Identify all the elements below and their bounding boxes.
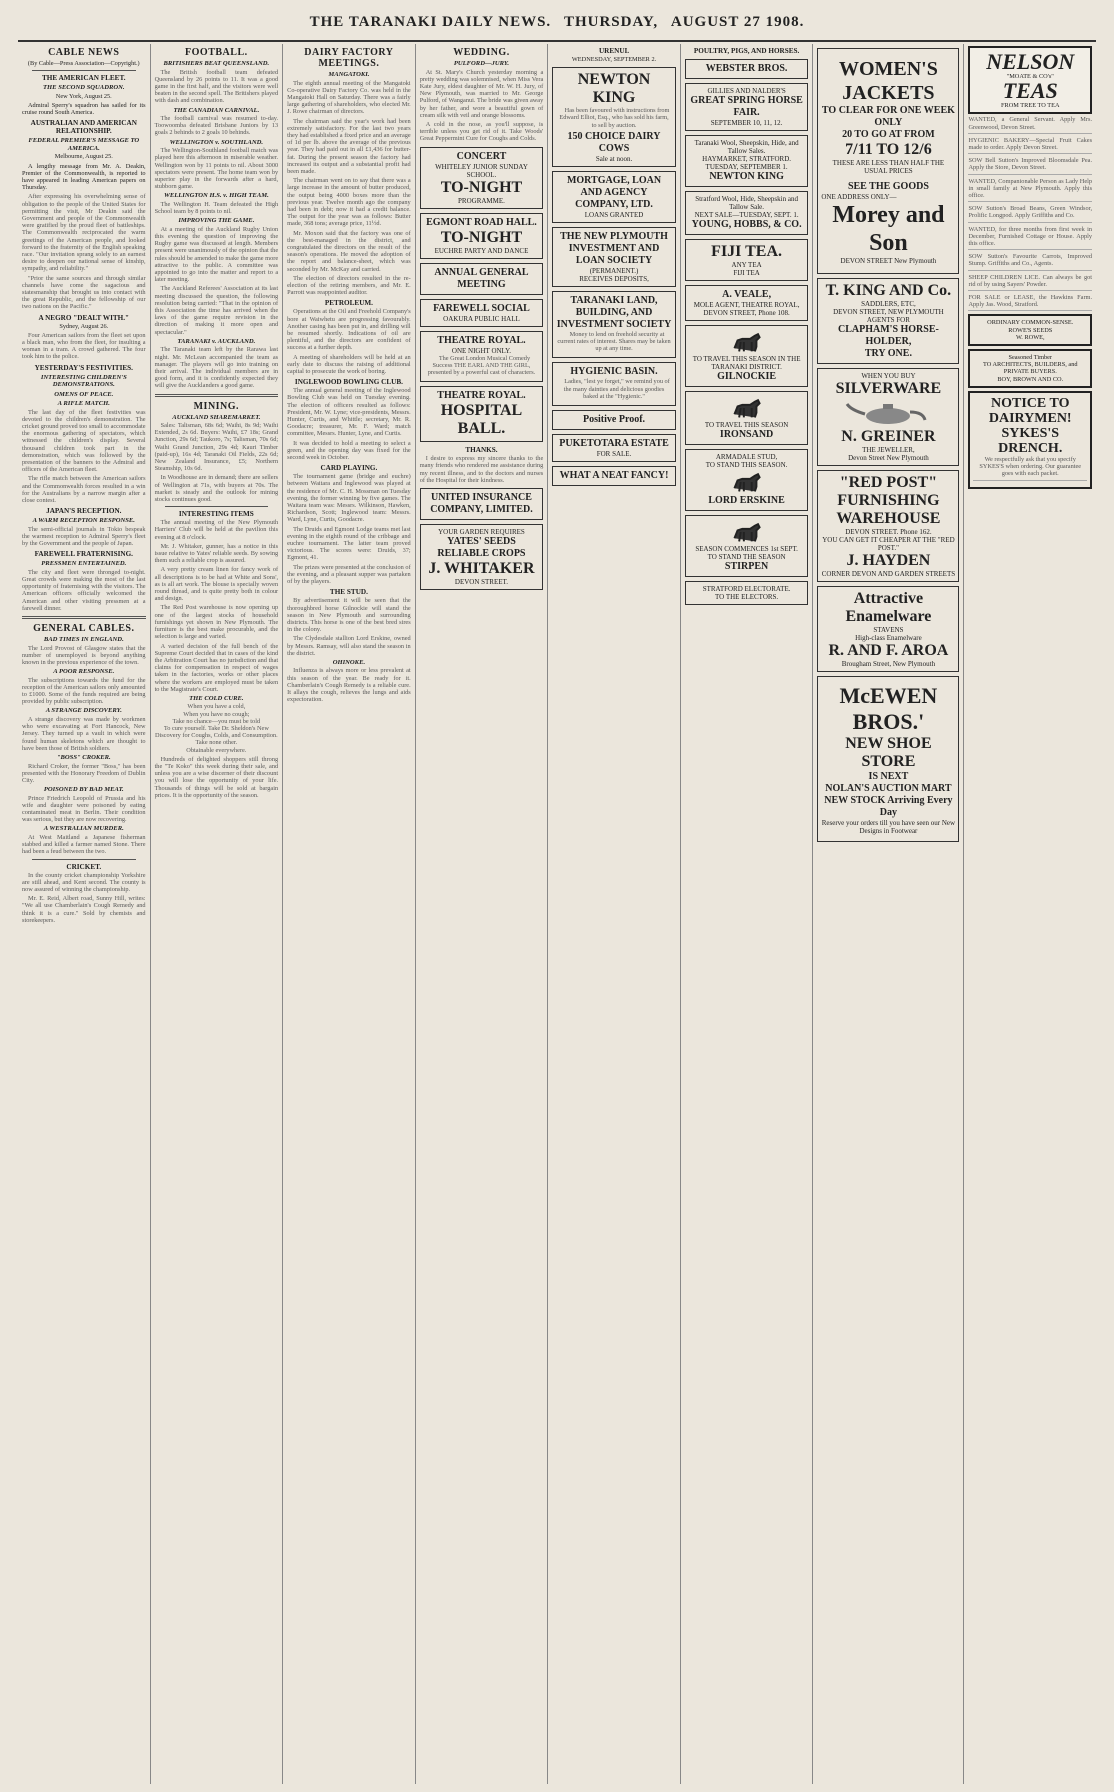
see-goods: SEE THE GOODS [847, 181, 929, 192]
gilnockie-name: GILNOCKIE [717, 371, 777, 382]
wool-sale-advert [685, 135, 809, 187]
stratford-wool-heading: Stratford Wool, Hide, Sheepskin and Tallow Sale. [695, 195, 798, 211]
stratford-wool-advert [685, 191, 809, 235]
tuesday-date: TUESDAY, SEPTEMBER 1. [705, 163, 788, 171]
teapot-icon [843, 398, 933, 426]
article-body-text: At a meeting of the Auckland Rugby Union this evening the question of improving the Rugby game was discussed at length. Members present were unanimously of the opinion that the rules should be amended to make the game more attractive to the public. A committee was appointed to go into the matter and report to a later meeting. [154, 225, 279, 284]
investment-society-heading: THE NEW PLYMOUTH INVESTMENT AND LOAN SOCIETY [560, 230, 668, 266]
classified-item: SHEEP CHILDREN LICE. Can always be got rid of by using Sayers' Powder. [968, 274, 1092, 291]
when-you-buy: WHEN YOU BUY [861, 372, 916, 380]
neat-fancy-heading: WHAT A NEAT FANCY! [559, 470, 669, 482]
price-line-1: 20 TO GO AT FROM [842, 129, 935, 140]
whitaker-address: DEVON STREET. [454, 577, 509, 586]
estate-advert [552, 434, 676, 462]
tking-advert [817, 278, 959, 364]
article-body-text: A very pretty cream linen for fancy work of all descriptions is to be had at White and Sons', as is all art work. The blouse is specially woven round thread, and is quite pretty both in colour and design. [154, 566, 279, 603]
aroa-name: R. AND F. AROA [828, 642, 949, 660]
next-sale: NEXT SALE—TUESDAY, SEPT. 1. [694, 211, 799, 219]
article-body-text: Mr. J. Whitaker, gunner, has a notice in this issue relative to Yates' reliable seeds. By sowing them such a reliable crop is assured. [154, 542, 279, 565]
column-classifieds [964, 44, 1096, 1784]
young-hobbs: YOUNG, HOBBS, & CO. [691, 219, 802, 230]
bad-times-heading: BAD TIMES IN ENGLAND. [43, 636, 124, 644]
yesterday-heading: YESTERDAY'S FESTIVITIES. [34, 363, 133, 372]
poem-text: When you have a cold, When you have no cough; Take no chance—you must be told To cure yourself. Take Dr. Sheldon's New Discovery for Coughs, Colds, and Consumption. Take none other. Obtainable everywhere. [154, 703, 278, 754]
article-body-text: The Clydesdale stallion Lord Erskine, owned by Messrs. Ramsay, will also stand the season in the district. [287, 635, 411, 657]
jeweller: THE JEWELLER, [862, 446, 915, 455]
hayden-address: CORNER DEVON AND GARDEN STREETS [821, 570, 956, 579]
ironsand-name: IRONSAND [719, 429, 774, 440]
clapham: CLAPHAM'S HORSE-HOLDER, [838, 324, 939, 347]
dairy-heading: DAIRY FACTORY MEETINGS. [304, 47, 394, 69]
lord-erskine-name: LORD ERSKINE [708, 495, 785, 506]
divider [165, 506, 269, 507]
one-night-only: ONE NIGHT ONLY. [451, 346, 512, 355]
bowling-agm-heading: ANNUAL GENERAL MEETING [434, 266, 529, 290]
column-stock [681, 44, 814, 1784]
wedding-heading: WEDDING. [453, 47, 510, 58]
mortgage-heading: MORTGAGE, LOAN AND AGENCY COMPANY, LTD. [566, 174, 662, 210]
hygienic-advert [552, 362, 676, 406]
column-football [151, 44, 284, 1784]
egmont-tonight: TO-NIGHT [440, 228, 523, 246]
article-body-text: In the county cricket championship Yorkshire are still ahead, and Kent second. The county is now assured of winning the championship. [22, 871, 146, 893]
haymarket: HAYMARKET, STRATFORD. [702, 155, 792, 163]
hayden-name: J. HAYDEN [846, 552, 931, 570]
new-stock: NEW STOCK Arriving Every Day [824, 795, 953, 819]
travel-line: TO TRAVEL THIS SEASON IN THE TARANAKI DISTRICT. [692, 355, 801, 371]
cricket-heading: CRICKET. [66, 862, 102, 871]
negro-heading: A NEGRO "DEALT WITH." [38, 313, 130, 322]
article-body-text: Mr. Moxon said that the factory was one of the best-managed in the district, and congratulated the directors on the result of the season's operations. He moved the adoption of the report and balance-sheet, which was seconded by Mr. McKay and carried. [287, 229, 411, 273]
rifle-heading: A RIFLE MATCH. [57, 400, 110, 408]
article-body-text: The election of directors resulted in the re-election of the retiring members, and Mr. E. Parrott was reappointed auditor. [287, 274, 411, 297]
classified-item: SOW Sutton's Broad Beans, Green Windsor, Prolific Longpod. Apply Griffiths and Co. [968, 205, 1092, 222]
interesting-items-heading: INTERESTING ITEMS [178, 510, 254, 519]
demo-heading: INTERESTING CHILDREN'S DEMONSTRATIONS. [40, 373, 127, 389]
theatre2-heading: THEATRE ROYAL. [437, 390, 526, 402]
sale-time: Sale at noon. [595, 154, 633, 163]
stand-season: TO STAND THE SEASON [707, 553, 786, 561]
article-body-text: Influenza is always more or less prevalent at this season of the year. Be ready for it. Chamberlain's Cough Remedy is a reliable cure. It allays the cough, relieves the lungs and aids expectoration. [287, 667, 411, 704]
cable-byline: (By Cable—Press Association—Copyright.) [27, 60, 140, 67]
aus-subheading: FEDERAL PREMIER'S MESSAGE TO AMERICA. [28, 137, 140, 152]
moate: "MOATE & CO's" [1006, 73, 1054, 80]
address-only: ONE ADDRESS ONLY— [821, 193, 897, 201]
article-body-text: Four American sailors from the fleet set upon a black man, who from the fleet, for insulting a woman in a tram. A crowd gathered. The four took him to the police. [22, 331, 146, 361]
stavens: STAVENS [873, 626, 904, 635]
estate-heading: PUKETOTARA ESTATE [559, 438, 669, 450]
veale-address: MOLE AGENT, THEATRE ROYAL, DEVON STREET, Phone 108. [693, 301, 800, 317]
article-body-text: The Great London Musical Comedy Success THE EARL AND THE GIRL, presented by a powerful cast of characters. [427, 354, 536, 376]
newton-king-2: NEWTON KING [709, 171, 784, 182]
architects: TO ARCHITECTS, BUILDERS, and PRIVATE BUYERS. [982, 361, 1078, 376]
column-display-ads [813, 44, 964, 1784]
article-body-text: Mr. E. Reid, Albert road, Sunny Hill, writes: "We all use Chamberlain's Cough Remedy and think it is a cure." Sold by chemists and storekeepers. [22, 895, 146, 924]
egmont-heading: EGMONT ROAD HALL. [426, 216, 537, 228]
stratford-electorate: STRATFORD ELECTORATE. [702, 585, 791, 593]
concert-advert [420, 147, 544, 209]
classified-item: We respectfully ask that you specify SYKES'S when ordering. Our guarantee goes with each packet. [973, 456, 1087, 481]
article-body-text: The Wellington-Southland football match was played here this afternoon in miserable weather. Wellington won by 11 points to nil. About 3000 spectators were present. The home team won by superior play in the forwards after a hard, stubborn game. [154, 147, 279, 191]
sykes-drench: SYKES'S DRENCH. [998, 425, 1063, 456]
tking-sub: SADDLERS, ETC, [861, 300, 916, 308]
price-line-2: 7/11 TO 12/6 [845, 141, 932, 158]
article-body-text: After expressing his overwhelming sense of obligation to the people of the United States for permitting the visit, Mr Deakin said the Government and people of the Commonwealth were gratified by the proud fleet of battleships. The Commonwealth reciprocated the warm greetings of the American people, and looked forward to the fraternity of the English speaking race. "Our invitation sprang solely to an earnest desire to deepen our national sense of kinship, sympathy, and reliability." [22, 193, 146, 273]
strange-discovery-heading: A STRANGE DISCOVERY. [45, 707, 122, 715]
greiner-name: N. GREINER [841, 428, 936, 446]
horse-icon [731, 471, 763, 493]
fiji-tea-advert [685, 239, 809, 281]
newspaper-columns [18, 44, 1096, 1784]
wedding-subheading: PULFORD—JURY. [453, 60, 510, 67]
stud-heading: THE STUD. [329, 588, 368, 597]
poisoned-heading: POISONED BY BAD MEAT. [43, 786, 124, 794]
notice-dairymen: NOTICE TO DAIRYMEN! [988, 395, 1072, 426]
nelson-tea-advert [968, 46, 1092, 114]
japan-subheading: A WARM RECEPTION RESPONSE. [32, 517, 135, 525]
fleet-heading: THE AMERICAN FLEET. [42, 74, 126, 83]
loans-line: LOANS GRANTED [584, 210, 644, 219]
wool-sale-heading: Taranaki Wool, Sheepskin, Hide, and Tallow Sales. [694, 139, 799, 155]
article-body-text: The tournament game (bridge and euchre) between Waitara and Inglewood was played at the residence of Mr. C. H. Mossman on Tuesday evening, the former winning by five games. The Waitara team was: Messrs. Wilkinson, Hawken, Richardson, Scott; Inglewood team: Messrs. Ward, Lyne, Curtis, Goodacre. [287, 473, 411, 524]
article-body-text: At St. Mary's Church yesterday morning a pretty wedding was solemnised, when Miss Vera Kate Jury, eldest daughter of Mr. W. H. Jury, of New Plymouth, was married to Mr. George Pulford, of Wanganui. The bride was given away by her father, and wore a beautiful gown of cream silk with veil and orange blossoms. [419, 68, 544, 119]
whitaker-name: J. WHITAKER [428, 559, 535, 577]
for-sale-label: FOR SALE. [596, 450, 632, 459]
aus-body: A lengthy message from Mr. A. Deakin, Premier of the Commonwealth, is reported to have appeared in leading American papers on Thursday. [22, 162, 146, 192]
ordinary-advert [968, 314, 1092, 346]
taranaki-auckland-heading: TARANAKI v. AUCKLAND. [177, 337, 256, 345]
red-post-advert [817, 470, 959, 582]
card-playing-heading: CARD PLAYING. [320, 464, 378, 473]
half-price-line: THESE ARE LESS THAN HALF THE USUAL PRICES [832, 159, 945, 175]
red-post-address: DEVON STREET. Phone 162. [845, 528, 932, 537]
masthead [18, 14, 1096, 42]
horse-icon [731, 331, 763, 353]
gilnockie-advert [685, 325, 809, 387]
mangatoki-heading: MANGATOKI. [328, 71, 370, 78]
tking-address: DEVON STREET, NEW PLYMOUTH [833, 308, 944, 316]
fleet-subheading: THE SECOND SQUADRON. [43, 84, 125, 92]
horse-icon [731, 521, 763, 543]
thanks-heading: THANKS. [465, 446, 498, 455]
urenui-date: WEDNESDAY, SEPTEMBER 2. [571, 56, 657, 63]
red-post-heading: "RED POST" FURNISHING WAREHOUSE [836, 474, 941, 528]
column-dairy [283, 44, 416, 1784]
programme-heading: PROGRAMME. [458, 196, 505, 205]
article-body-text: The annual meeting of the New Plymouth Harriers' Club will be held at the pavilion this evening at 8 o'clock. [154, 519, 279, 541]
british-heading: BRITISHERS BEAT QUEENSLAND. [163, 60, 270, 67]
article-body-text: Sales: Talisman, 68s 6d; Waihi, 8s 9d; Waihi Extended, 2s 6d. Buyers: Waihi, £7 18s; Grand Junction, 29s 6d; Taukoro, 7s; Talisman, 70s 6d; Waihi Grand Junction, 29s 4d; Kauri Timber (paid-up), 16s 4d; Taranaki Oil Fields, 22s 6d; New Zealand Insurance, £5; Northern Steamship, 10s 6d. [154, 422, 279, 473]
football-heading: FOOTBALL. [185, 47, 248, 58]
aus-heading: AUSTRALIAN AND AMERICAN RELATIONSHIP. [30, 119, 137, 136]
newton-king-advert [552, 67, 676, 167]
garden-heading: YOUR GARDEN REQUIRES [438, 527, 525, 536]
brown-co: BOY, BROWN AND CO. [997, 375, 1064, 383]
concert-subheading: WHITELEY JUNIOR SUNDAY SCHOOL. [435, 162, 528, 179]
cable-news-heading: CABLE NEWS [48, 47, 120, 58]
armadale-stud: ARMADALE STUD, [715, 453, 778, 461]
fiji-tea-2: FIJI TEA [733, 269, 760, 277]
farewell-social-heading: FAREWELL SOCIAL [433, 302, 530, 314]
article-body-text: A varied decision of the full bench of the Supreme Court decided that in cases of the kind the Arbitration Court has no jurisdiction and that claims for compensation in respect of wages taken in the factories, works or other places where the workers are employed must be taken to the Magistrate's Court. [154, 642, 279, 693]
webster-name: WEBSTER BROS. [705, 63, 788, 74]
rowe-name: W. ROWE, [1015, 333, 1045, 341]
deposits-line: RECEIVES DEPOSITS, [579, 274, 649, 283]
classified-item: HYGIENIC BAKERY—Special Fruit Cakes made to order. Apply Devon Street. [968, 137, 1092, 154]
divider [32, 70, 136, 71]
divider [155, 394, 279, 397]
hospital-ball-advert [420, 386, 544, 442]
morey-name: Morey and Son [832, 202, 945, 256]
article-body-text: The prizes were presented at the conclusion of the evening, and a pleasant supper was partaken of by the players. [287, 563, 411, 586]
theatre-heading: THEATRE ROYAL. [437, 334, 526, 346]
wellington-heading: WELLINGTON v. SOUTHLAND. [169, 138, 264, 146]
reserve-line: Reserve your orders till you have seen our New Designs in Footwear [821, 819, 956, 836]
webster-advert [685, 59, 809, 79]
mcewen-advert [817, 676, 959, 842]
pressmen-heading: PRESSMEN ENTERTAINED. [41, 560, 127, 568]
farewell-heading: FAREWELL FRATERNISING. [34, 550, 133, 559]
article-body-text: The subscriptions towards the fund for the reception of the American sailors only amounted to £1000. Some of the funds required are being provided by public subscription. [22, 676, 146, 706]
article-body-text: The annual general meeting of the Inglewood Bowling Club was held on Tuesday evening. The election of officers resulted as follows: President, Mr. W. Lyne; vice-presidents, Messrs. Hunter, Curtis, and Whittle; secretary, Mr. R. Goodacre; treasurer, Mr. F. Ward; match committee, Messrs. Hunter, Lyne, and Curtis. [287, 387, 411, 438]
stirpen-name: STIRPEN [724, 561, 769, 572]
hospital-ball-heading: HOSPITAL BALL. [440, 402, 523, 438]
article-body-text: The semi-official journals in Tokio bespeak the warmest reception to Admiral Sperry's fleet by the Government and the people of Japan. [22, 525, 146, 548]
any-tea: ANY TEA [731, 261, 762, 269]
land-society-advert [552, 291, 676, 359]
ordinary-heading: ORDINARY COMMON-SENSE. [987, 319, 1074, 327]
positive-proof-advert [552, 410, 676, 430]
euchre-line: EUCHRE PARTY AND DANCE [434, 246, 529, 255]
silverware-heading: SILVERWARE [835, 380, 942, 397]
article-body-text: Ladies, "lest ye forget," we remind you of the many dainties and delicious goodies baked at the "Hygienic." [563, 378, 670, 400]
greiner-address: Devon Street New Plymouth [848, 454, 929, 463]
article-body-text: The eighth annual meeting of the Mangatoki Co-operative Dairy Factory Co. was held in the Mangatoki Hall on Saturday. There was a fairly large gathering of shareholders, who elected Mr. J. Rowe chairman of directors. [287, 79, 411, 116]
newton-king-name: NEWTON KING [577, 71, 651, 107]
try-one: TRY ONE. [864, 348, 912, 359]
article-body-text: The rifle match between the American sailors and the Commonwealth forces resulted in a win for the Australians by a narrow margin after a close contest. [22, 475, 146, 505]
article-body-text: "Prior the same sources and through similar channels have come the sagacious and statesmanship that brought us into contact with the great Republic, and the fellowship of our two nations on the Pacific." [22, 274, 146, 311]
to-electors: TO THE ELECTORS. [714, 593, 779, 601]
concert-heading: CONCERT [456, 150, 507, 162]
classified-item: WANTED, for three months from first week in December, Furnished Cottage or House. Apply this office. [968, 226, 1092, 251]
teas-label: TEAS [1002, 78, 1058, 104]
masthead-date: AUGUST 27 1908. [670, 14, 805, 30]
nelson-name: NELSON [986, 49, 1075, 74]
spring-show: GREAT SPRING HORSE FAIR. [690, 95, 803, 118]
column-auctions [548, 44, 681, 1784]
fiji-tea-heading: FIJI TEA. [711, 243, 783, 260]
fleet-dateline: New York, August 25. [55, 92, 112, 100]
veale-name: A. VEALE, [722, 289, 772, 300]
veale-advert [685, 285, 809, 321]
mining-heading: MINING. [193, 400, 240, 412]
lord-erskine-advert [685, 449, 809, 511]
sharemarket-heading: AUCKLAND SHAREMARKET. [172, 413, 261, 421]
clear-line: TO CLEAR FOR ONE WEEK ONLY [821, 105, 955, 128]
spring-date: SEPTEMBER 10, 11, 12. [710, 119, 783, 127]
yates-seeds: YATES' SEEDS [447, 535, 516, 547]
article-body-text: The football carnival was resumed to-day. Toowoomba defeated Brisbane Juniors by 13 goals 2 behinds to 2 goals 10 behinds. [154, 115, 279, 137]
article-body-text: The British football team defeated Queensland by 26 points to 11. It was a good game in the first half, and the visitors were well beaten in the second spell. The Britishers played with dash and combination. [154, 68, 279, 105]
electorate-advert [685, 581, 809, 605]
petroleum-heading: PETROLEUM. [324, 299, 373, 308]
silverware-advert [817, 368, 959, 466]
masthead-day: THURSDAY, [563, 14, 659, 30]
permanent-label: (PERMANENT.) [589, 266, 639, 275]
article-body-text: The Druids and Egmont Lodge teams met last evening in the eighth round of the cribbage and euchre tournament. The latter team proved victorious. The scores were: Druids, 37; Egmont, 41. [287, 525, 411, 562]
enamelware-sub: High-class Enamelware [855, 634, 922, 643]
timber-heading: Seasoned Timber [1008, 354, 1053, 362]
united-insurance-heading: UNITED INSURANCE COMPANY, LIMITED. [430, 491, 533, 515]
neat-fancy-advert [552, 466, 676, 486]
classified-item: WANTED, Companionable Person as Lady Help in small family at New Plymouth. Apply this office. [968, 178, 1092, 203]
aroa-address: Brougham Street, New Plymouth [841, 660, 936, 669]
article-body-text: A meeting of shareholders will be held at an early date to discuss the raising of additional capital to prosecute the work of boring. [287, 353, 411, 376]
stirpen-advert [685, 515, 809, 577]
is-next: IS NEXT [868, 771, 909, 783]
article-body-text: Prince Friedrich Leopold of Prussia and his wife and daughter were poisoned by eating contaminated meat in Berlin. Their condition was serious, but they are now recovering. [22, 794, 146, 824]
negro-dateline: Sydney, August 26. [59, 322, 109, 330]
article-body-text: Richard Croker, the former "Boss," has been presented with the Honorary Freedom of Dublin City. [22, 762, 146, 784]
gillies-advert [685, 83, 809, 131]
article-body-text: A cold in the nose, as you'll suppose, is terrible unless you get rid of it. Take Woods' Great Peppermint Cure for Coughs and Colds. [419, 120, 544, 143]
classified-item: FOR SALE or LEASE, the Hawkins Farm. Apply Jas. Wood, Stratford. [968, 294, 1092, 311]
mortgage-advert [552, 171, 676, 223]
carnival-heading: THE CANADIAN CARNIVAL. [173, 106, 260, 114]
mcewen-name: McEWEN BROS.' [839, 683, 938, 735]
poor-response-heading: A POOR RESPONSE. [53, 668, 115, 676]
general-cables-heading: GENERAL CABLES. [33, 623, 135, 635]
bowling-heading: INGLEWOOD BOWLING CLUB. [294, 378, 403, 387]
fleet-body: Admiral Sperry's squadron has sailed for its cruise round South America. [22, 101, 146, 117]
improving-heading: IMPROVING THE GAME. [178, 217, 255, 225]
rowe-seeds: ROWE'S SEEDS [1008, 326, 1053, 334]
article-body-text: Operations at the Oil and Freehold Company's bore at Waiwhetu are progressing favourably. Another casing has been put in, and drilling will be resumed shortly. Indications of oil are plentiful, and the directors are confident of success at a further depth. [287, 308, 411, 352]
column-cable-news [18, 44, 151, 1784]
article-body-text: A strange discovery was made by workmen who were excavating at Fort Hancock, New Jersey. They turned up a vault in which were found human skeletons which are thought to have been those of British soldiers. [22, 715, 146, 752]
classified-item: SOW Sutton's Favourite Carrots, Improved Stump. Griffiths and Co., Agents. [968, 253, 1092, 270]
article-body-text: The city and fleet were thronged to-night. Great crowds were making the most of the last opportunity of fraternising with the visitors. The American officers officially welcomed the American and other visiting pressmen at a farewell dinner. [22, 568, 146, 612]
theatre-advert [420, 331, 544, 383]
enamelware-advert [817, 586, 959, 672]
cows-heading: 150 CHOICE DAIRY COWS [567, 130, 661, 154]
article-body-text: I desire to express my sincere thanks to the many friends who rendered me assistance during my recent illness, and to the doctors and nurses of the Hospital for their kindness. [419, 455, 544, 484]
yates-advert [420, 524, 544, 590]
tking-name: T. KING AND Co. [825, 282, 952, 299]
divider [22, 616, 146, 619]
oakura-hall: OAKURA PUBLIC HALL [443, 314, 520, 323]
divider [32, 859, 136, 860]
gillies-name: GILLIES AND NALDER'S [707, 87, 786, 95]
enamelware-heading: Attractive Enamelware [845, 590, 932, 626]
horse-icon [731, 397, 763, 419]
farewell-social-advert [420, 299, 544, 327]
hygienic-heading: HYGIENIC BASIN. [570, 366, 658, 378]
poultry-heading: POULTRY, PIGS, AND HORSES. [693, 47, 800, 55]
omens-heading: OMENS OF PEACE. [54, 390, 114, 398]
positive-proof-heading: Positive Proof. [583, 414, 646, 426]
article-body-text: Hundreds of delighted shoppers still throng the "Te Koko" this week during their sale, and unless you are a wise discerner of their discount you will lose the opportunity of your life. Thousands of things will be sold at bargain prices. It is the opportunity of the season. [154, 755, 279, 799]
article-body-text: In Woodhouse are in demand; there are sellers of Wellington at 71s, with buyers at 70s. The market is steady and the outlook for mining stocks continues good. [154, 474, 279, 504]
investment-society-advert [552, 227, 676, 287]
japan-heading: JAPAN'S RECEPTION. [46, 507, 122, 516]
masthead-paper-name: THE TARANAKI DAILY NEWS. [309, 14, 552, 30]
urenui-heading: URENUI. [598, 47, 630, 55]
nolan: NOLAN'S AUCTION MART [825, 783, 952, 795]
article-body-text: At West Maitland a Japanese fisherman stabbed and killed a farmer named Stone. There had been a feud between the two. [22, 833, 146, 856]
article-body-text: Money to lend on freehold security at current rates of interest. Shares may be taken up at any time. [557, 330, 671, 353]
classified-item: WANTED, a General Servant. Apply Mrs. Greenwood, Devon Street. [968, 116, 1092, 133]
new-shoe-store: NEW SHOE STORE [845, 735, 932, 771]
article-body-text: The Red Post warehouse is now opening up one of the largest stocks of household furnishings yet shown in New Plymouth. The furniture is the best make procurable, and the selection is large and varied. [154, 604, 279, 641]
travel-line-2: TO TRAVEL THIS SEASON [704, 421, 789, 429]
article-body-text: The chairman said the year's work had been extremely satisfactory. For the last two years they had established a fixed price and an average of 1d per lb. above the average of the previous year. They had paid out in all £1,436 for butter-fat. During the present season the factory had increased its output and a substantial profit had been made. [287, 117, 411, 175]
womens-jackets-advert [817, 48, 959, 274]
to-stand: TO STAND THIS SEASON. [705, 461, 788, 469]
aus-dateline: Melbourne, August 25. [54, 153, 113, 161]
ironsand-advert [685, 391, 809, 445]
classified-item: SOW Bell Sutton's Improved Bloomsdale Pea. Apply the Store, Devon Street. [968, 157, 1092, 174]
morey-address: DEVON STREET New Plymouth [840, 257, 937, 265]
timber-advert [968, 349, 1092, 388]
cold-cure-heading: THE COLD CURE. [189, 694, 244, 702]
article-body-text: The chairman went on to say that there was a large increase in the amount of butter produced, the output being 4000 boxes more than the previous year. Twelve month ago the company had been in debt; now it had a credit balance. The output for the year was as follows: Butter made, 368 tons; average price, 11½d. [287, 177, 411, 228]
article-body-text: Has been favoured with instructions from Edward Elliot, Esq., who has sold his farm, to sell by auction. [559, 107, 670, 129]
land-society-heading: TARANAKI LAND, BUILDING, AND INVESTMENT SOCIETY [556, 294, 672, 330]
tree-to-tea: FROM TREE TO TEA [1001, 102, 1060, 110]
womens-jackets-heading: WOMEN'S JACKETS [838, 58, 938, 104]
column-wedding [416, 44, 549, 1784]
article-body-text: The last day of the fleet festivities was devoted to the children's demonstration. The cricket ground proved too small to accommodate the enormous gathering of spectators, which witnessed the children's display. Several thousand children took part in the demonstration, which was followed by the presentation of the banners to the Admiral and officers of the American fleet. [22, 408, 146, 474]
concert-tonight: TO-NIGHT [440, 178, 523, 196]
article-body-text: The Taranaki team left by the Rarawa last night. Mr. McLean accompanied the team as manager. The players will go into training on their arrival. The individual members are in good form, and it is confidently expected they will give the Aucklanders a good game. [154, 346, 279, 390]
article-body-text: The Auckland Referees' Association at its last meeting discussed the question, the following resolution being carried: "That in the opinion of this Association the time has arrived when the laws of the game require revision in the direction of making it more open and spectacular." [154, 285, 279, 336]
high-school-heading: WELLINGTON H.S. v. HIGH TEAM. [163, 192, 269, 200]
reliable-crops: RELIABLE CROPS [437, 547, 526, 559]
article-body-text: It was decided to hold a meeting to select a green, and the opening day was fixed for the second week in October. [287, 439, 411, 462]
tking-agents: AGENTS FOR [866, 316, 910, 324]
red-post-tag: YOU CAN GET IT CHEAPER AT THE "RED POST." [822, 536, 955, 553]
article-body-text: By advertisement it will be seen that the thoroughbred horse Gilnockie will stand the season in New Plymouth and surrounding districts. This horse is one of the best bred sires in the colony. [287, 597, 411, 634]
ohinoke-heading: OHINOKE. [332, 658, 366, 666]
article-body-text: The Lord Provost of Glasgow states that the number of unemployed is beyond anything known in the previous experience of the town. [22, 644, 146, 666]
boss-croker-heading: "BOSS" CROKER. [56, 754, 111, 761]
bowling-agm-advert [420, 263, 544, 295]
westralian-heading: A WESTRALIAN MURDER. [43, 825, 124, 833]
season-commences: SEASON COMMENCES 1st SEPT. [695, 545, 798, 553]
article-body-text: The Wellington H. Team defeated the High School team by 8 points to nil. [154, 200, 279, 216]
sykes-advert [968, 391, 1092, 489]
egmont-advert [420, 213, 544, 259]
united-insurance-advert [420, 488, 544, 520]
